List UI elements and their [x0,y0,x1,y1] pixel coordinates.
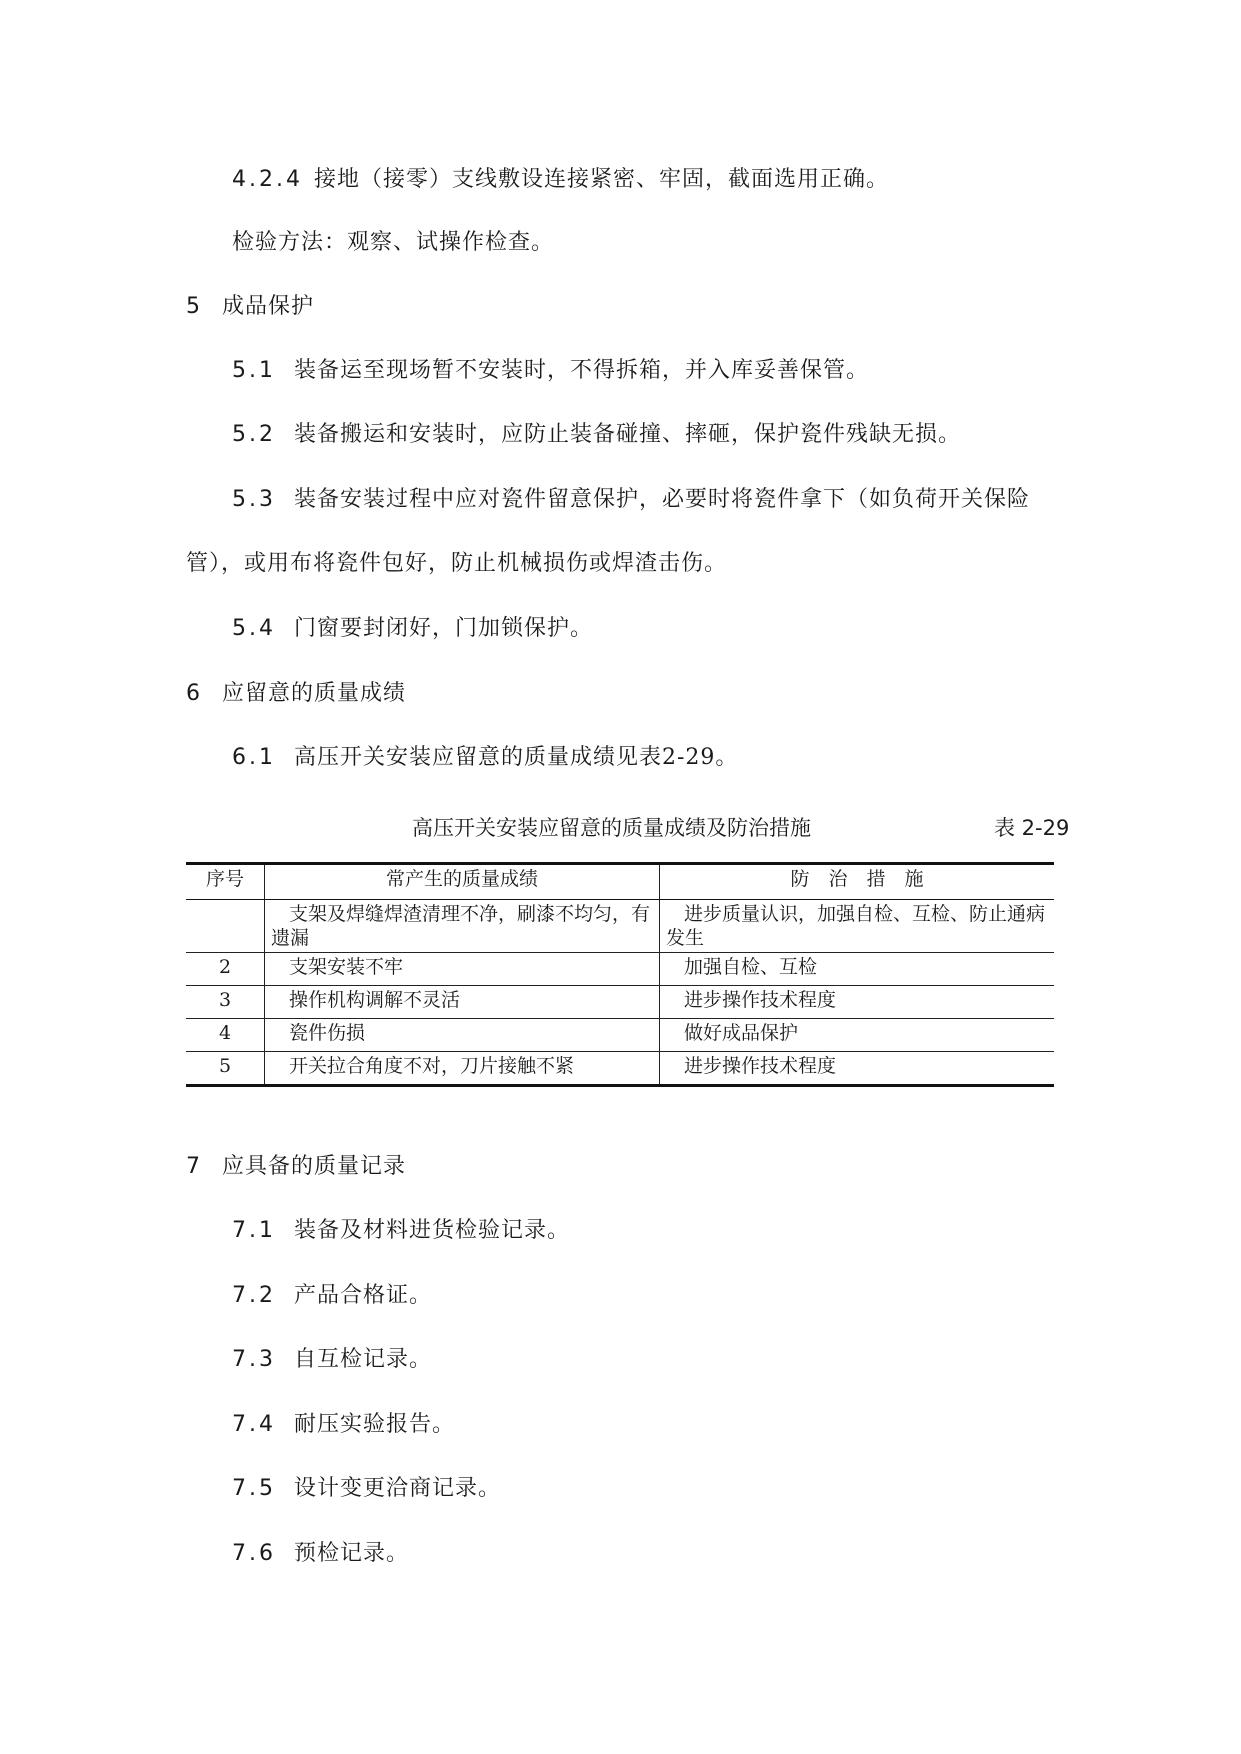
item-7-5 [232,1474,501,1504]
item-7-2 [232,1281,432,1311]
cell-index: 2 [186,953,265,986]
item-number: 4.2.4 [232,167,303,192]
cell-measure: 进步质量认识，加强自检、互检、防止通病发生 [660,900,1055,953]
table-row [186,986,1054,1019]
table-row [186,1019,1054,1052]
quality-issues-table [186,862,1054,1087]
cell-measure: 加强自检、互检 [660,953,1055,986]
cell-measure: 做好成品保护 [660,1019,1055,1052]
check-method: 检验方法：观察、试操作检查。 [232,230,555,255]
cell-issue: 瓷件伤损 [265,1019,660,1052]
item-number: 7.2 [232,1283,276,1308]
item-text: 产品合格证。 [294,1283,433,1308]
cell-index [186,900,265,953]
table-row [186,1052,1054,1086]
item-text: 门窗要封闭好，门加锁保护。 [294,616,594,641]
item-5-3 [232,485,1030,515]
item-number: 7.4 [232,1412,276,1437]
cell-index: 3 [186,986,265,1019]
cell-issue: 操作机构调解不灵活 [265,986,660,1019]
item-text: 自互检记录。 [294,1347,433,1372]
item-text: 装备搬运和安装时，应防止装备碰撞、摔砸，保护瓷件残缺无损。 [294,422,962,447]
section-title: 应留意的质量成绩 [222,681,407,706]
item-7-4 [232,1410,455,1440]
item-4-2-4 [232,165,889,195]
item-text: 耐压实验报告。 [294,1412,456,1437]
table-row [186,953,1054,986]
item-number: 5.4 [232,616,276,641]
item-5-4 [232,614,593,644]
item-5-2 [232,420,961,450]
item-number: 5.2 [232,422,276,447]
item-text: 装备及材料进货检验记录。 [294,1218,571,1243]
section-7-heading [186,1152,406,1182]
section-title: 应具备的质量记录 [222,1154,407,1179]
item-7-1 [232,1216,570,1246]
table-label: 表 2-29 [994,816,1070,840]
section-number: 5 [186,294,200,319]
cell-measure: 进步操作技术程度 [660,986,1055,1019]
cell-issue: 支架安装不牢 [265,953,660,986]
table-caption: 高压开关安装应留意的质量成绩及防治措施 [412,816,811,840]
item-number: 5.1 [232,358,276,383]
cell-issue: 支架及焊缝焊渣清理不净，刷漆不均匀，有遗漏 [265,900,660,953]
section-number: 7 [186,1154,200,1179]
item-6-1 [232,743,738,773]
item-number: 7.6 [232,1541,276,1566]
item-number: 7.5 [232,1476,276,1501]
section-6-heading [186,679,406,709]
table-row [186,900,1054,953]
item-7-3 [232,1345,432,1375]
item-text: 接地（接零）支线敷设连接紧密、牢固，截面选用正确。 [314,167,890,192]
item-text: 设计变更洽商记录。 [294,1476,502,1501]
column-header-index: 序号 [186,864,265,900]
item-number: 7.3 [232,1347,276,1372]
item-number: 7.1 [232,1218,276,1243]
table-header-row [186,864,1054,900]
item-text: 高压开关安装应留意的质量成绩见表2-29。 [294,745,739,770]
column-header-measures: 防 治 措 施 [660,864,1055,900]
item-text: 预检记录。 [294,1541,410,1566]
item-text: 装备运至现场暂不安装时，不得拆箱，并入库妥善保管。 [294,358,870,383]
cell-index: 4 [186,1019,265,1052]
item-5-3-continued: 管），或用布将瓷件包好，防止机械损伤或焊渣击伤。 [186,551,728,576]
item-5-1 [232,356,869,386]
cell-index: 5 [186,1052,265,1086]
item-number: 5.3 [232,487,276,512]
section-5-heading [186,292,314,322]
cell-measure: 进步操作技术程度 [660,1052,1055,1086]
item-number: 6.1 [232,745,276,770]
section-title: 成品保护 [222,294,315,319]
column-header-issue: 常产生的质量成绩 [265,864,660,900]
item-text: 装备安装过程中应对瓷件留意保护，必要时将瓷件拿下（如负荷开关保险 [294,487,1031,512]
item-7-6 [232,1539,409,1569]
section-number: 6 [186,681,200,706]
cell-issue: 开关拉合角度不对，刀片接触不紧 [265,1052,660,1086]
